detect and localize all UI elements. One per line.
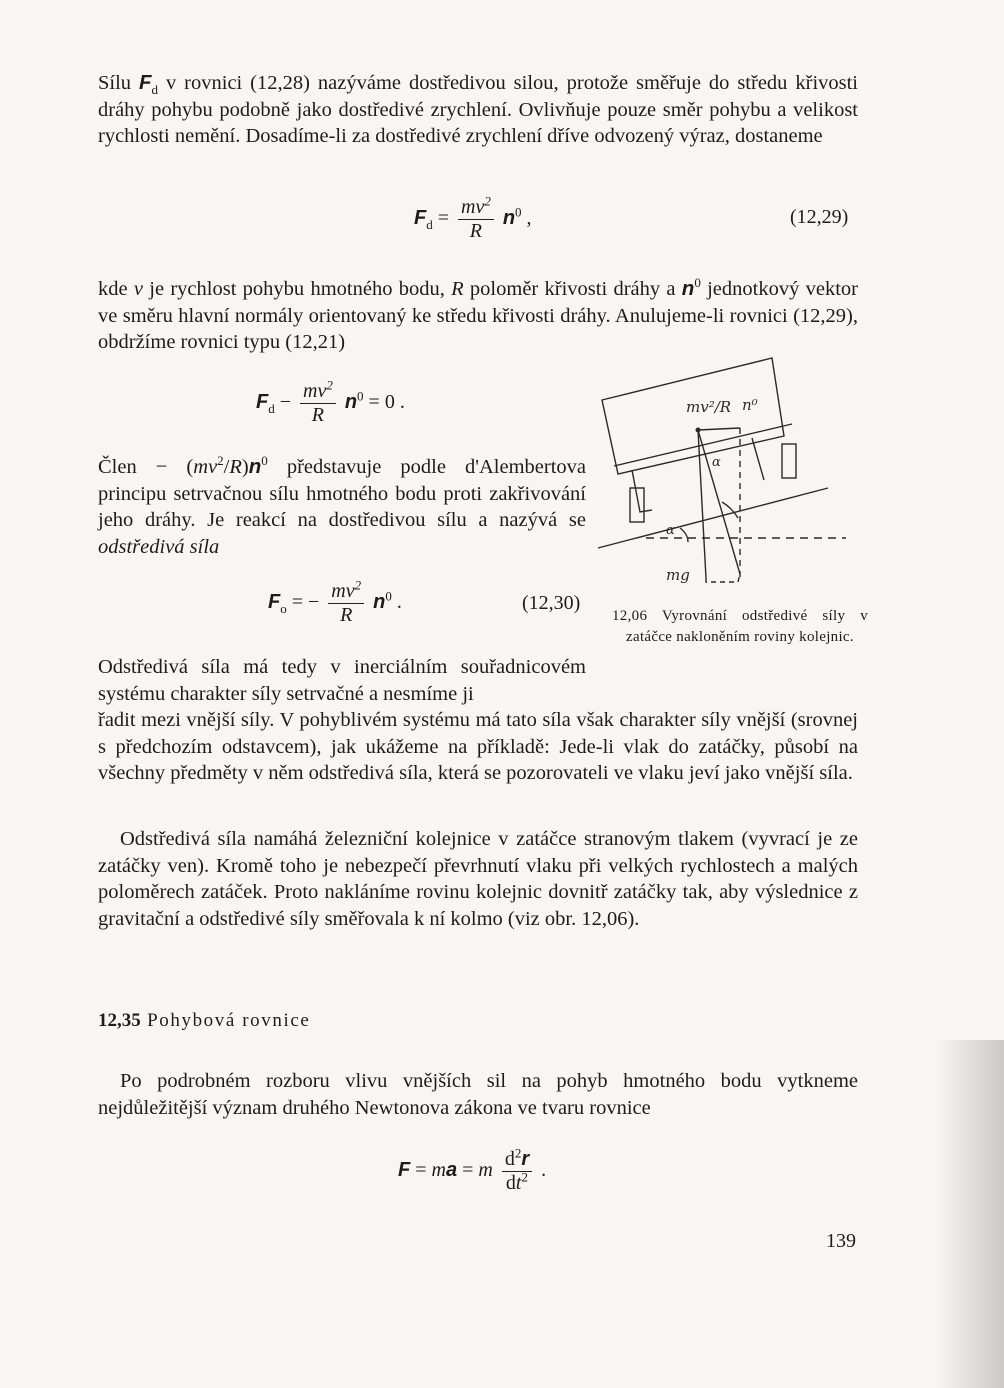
paragraph-1: Sílu $F_d$ v rovnici (12,28) nazýváme dostředivou silou, protože směřuje do středu křivosti dráhy pohybu podobně jako dostředivé zrychlení. Ovlivňuje pouze směr pohybu a velikost rychlosti nemění. Dosadíme-li za dostředivé zrychlení dříve odvozený výraz, dostaneme: [98, 71, 859, 147]
paragraph-4b: řadit mezi vnější síly. V pohyblivém systému má tato síla však charakter síly vnější (srovnej s předchozím odstavcem), jak ukážeme na příkladě: Jede-li vlak do zatáčky, působí na všechny předměty v něm odstředivá síla, která se pozorovateli ve vlaku jeví jako vnější síla.: [98, 709, 858, 784]
paragraph-6: Po podrobném rozboru vlivu vnějších sil na pohyb hmotného bodu vytkneme nejdůležitější význam druhého Newtonova zákona ve tvaru rovnice: [98, 1070, 858, 1119]
figure-caption: 12,06 Vyrovnání odstředivé síly v zatáčce nakloněním roviny kolejnic.: [612, 608, 868, 645]
rail-plane: [598, 488, 828, 548]
section-heading: [98, 1010, 310, 1032]
equation-number-12-30: (12,30): [522, 592, 581, 614]
fig-label-alpha-2: α: [666, 523, 675, 538]
equation-number-12-29: (12,29): [790, 206, 849, 228]
mass-point: [696, 428, 701, 433]
section-number: 12,35: [98, 1010, 141, 1031]
equation-12-30: $F_o$ = − $\frac{mv^2}{R}$ $n^0$ .: [268, 577, 402, 626]
wheel-right: [782, 444, 796, 478]
fig-label-alpha-1: α: [712, 455, 721, 470]
fig-label-n: n⁰: [742, 396, 758, 414]
equation-newton: F = ma = m $\frac{d^2r}{dt^2}$ .: [398, 1145, 547, 1194]
page-number: 139: [826, 1230, 856, 1252]
page-edge-shadow: [934, 1040, 1004, 1388]
paragraph-4a: Odstředivá síla má tedy v inerciálním souřadnicovém systému charakter síly setrvačné a nesmíme ji: [98, 656, 586, 705]
equation-12-29: $F_d$ = $\frac{mv^2}{R}$ $n^0$ ,: [414, 193, 532, 242]
figure-12-06: [592, 352, 852, 592]
equation-zeroed: $F_d$ − $\frac{mv^2}{R}$ $n^0 = 0$ .: [256, 377, 405, 426]
fig-label-gravity: mg: [666, 566, 690, 584]
fig-label-centrifugal: mv²/R: [686, 398, 732, 416]
centrifugal-line: [698, 428, 740, 430]
section-title: Pohybová rovnice: [147, 1010, 311, 1031]
paragraph-5: Odstředivá síla namáhá železniční kolejnice v zatáčce stranovým tlakem (vyvrací je ze zatáčky ven). Kromě toho je nebezpečí převrhnutí vlaku při velkých rychlostech a malých poloměrech zatáček. Proto nakláníme rovinu kolejnic dovnitř zatáčky tak, aby výslednice z gravitační a odstředivé síly směřovala k ní kolmo (viz obr. 12,06).: [98, 828, 858, 930]
paragraph-2: kde v je rychlost pohybu hmotného bodu, R poloměr křivosti dráhy a $n^0$ jednotkový vektor ve směru hlavní normály orientovaný ke středu křivosti dráhy. Anulujeme-li rovnici (12,29), obdržíme rovnici typu (12,21): [98, 275, 858, 353]
paragraph-3: Člen − $(mv^2/R)n^0$ představuje podle d'Alembertova principu setrvačnou sílu hmotného bodu proti zakřivování jeho dráhy. Je reakcí na dostředivou sílu a nazývá se odstředivá síla: [98, 453, 586, 558]
